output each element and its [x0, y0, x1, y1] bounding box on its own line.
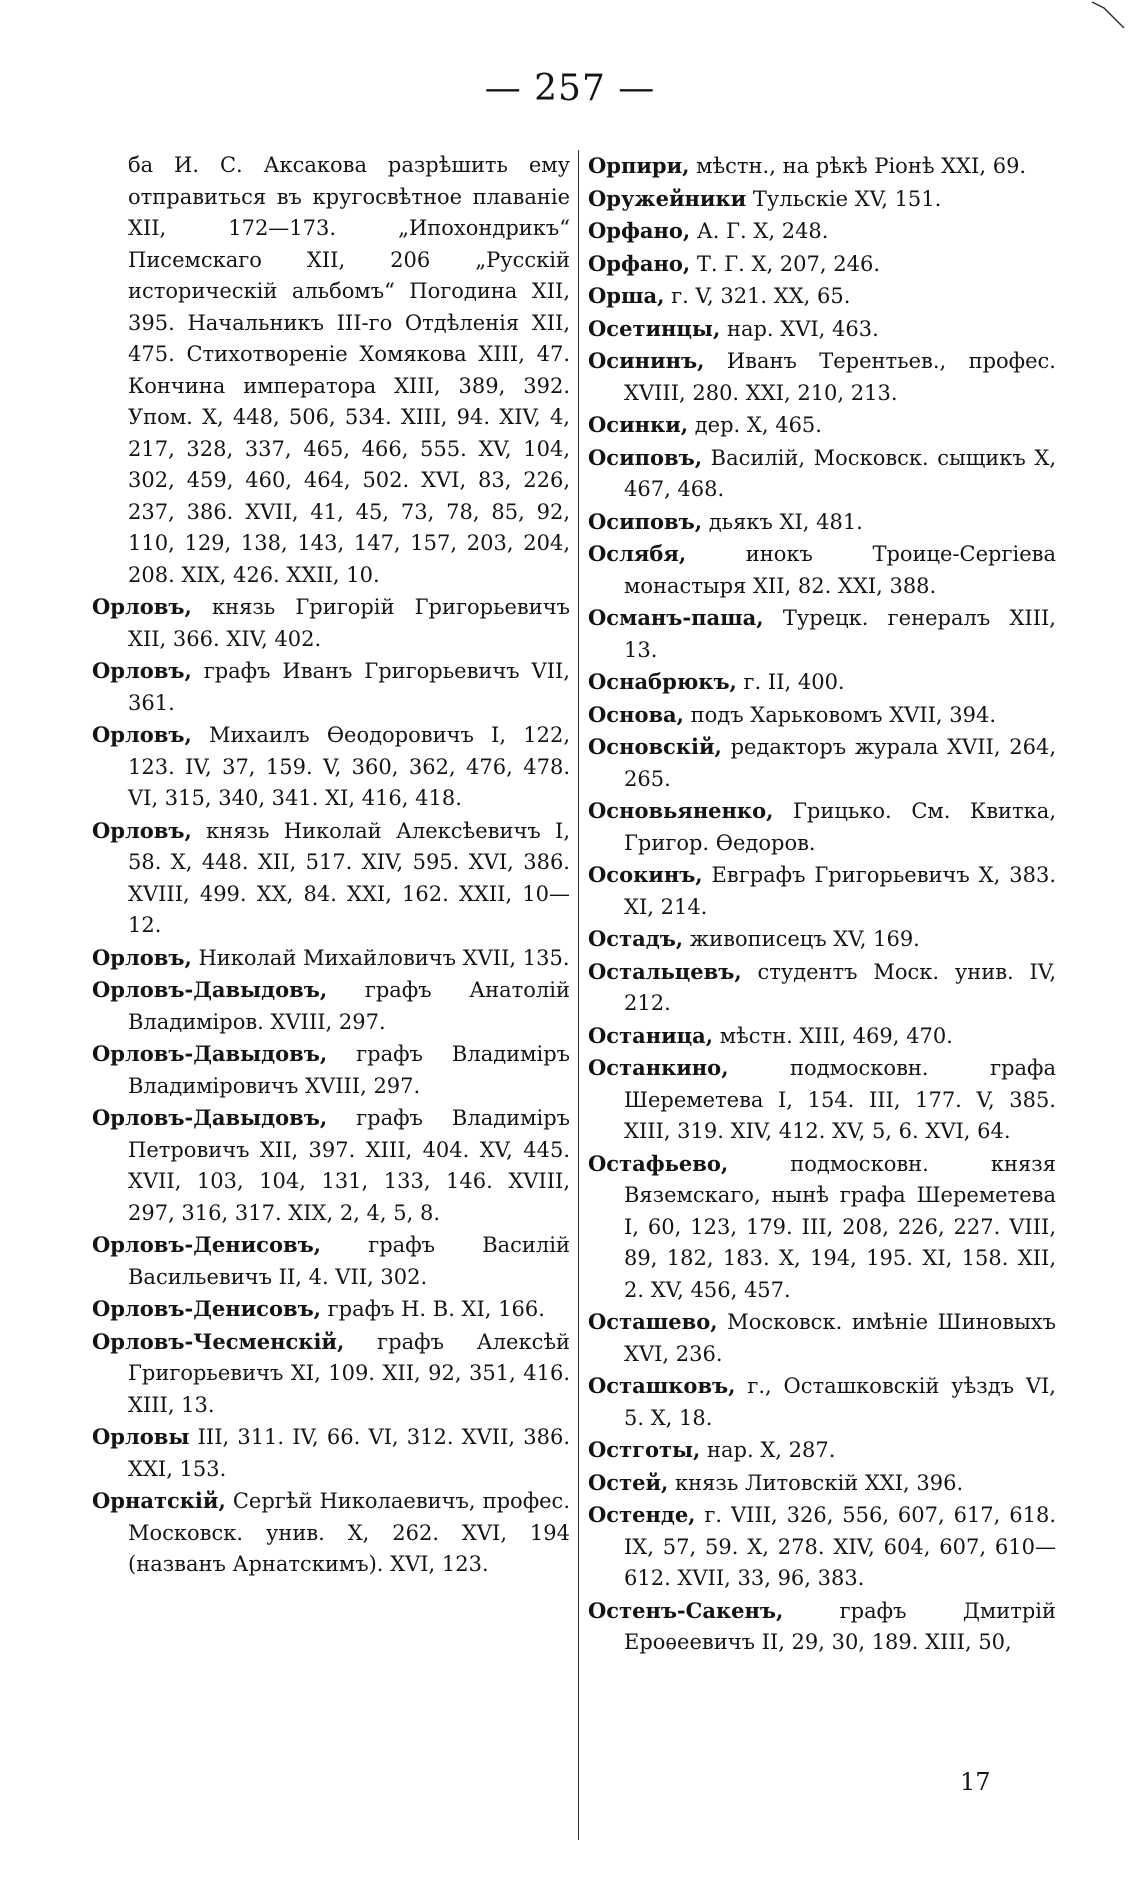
entry-text: графъ Василій Васильевичъ II, 4. VII, 302.: [128, 1233, 570, 1289]
entry-heading: Орловъ-Денисовъ,: [92, 1296, 321, 1321]
index-entry: [92, 1293, 570, 1326]
index-entry: [588, 1020, 1056, 1053]
entry-heading: Осинки,: [588, 412, 689, 437]
corner-scan-mark: [1090, 0, 1126, 30]
entry-heading: Орловъ,: [92, 658, 192, 683]
entry-text: мѣстн. XIII, 469, 470.: [713, 1023, 953, 1048]
column-divider: [578, 150, 579, 1840]
entry-heading: Основьяненко,: [588, 798, 774, 823]
entry-heading: Основскій,: [588, 734, 722, 759]
entry-text: г. V, 321. XX, 65.: [664, 284, 851, 308]
index-entry: [92, 1102, 570, 1229]
entry-heading: Остадъ,: [588, 926, 684, 951]
entry-heading: Остенъ-Сакенъ,: [588, 1597, 784, 1623]
entry-heading: Ослябя,: [588, 541, 687, 566]
entry-heading: Остафьево,: [588, 1150, 729, 1176]
entry-heading: Остей,: [588, 1469, 669, 1495]
entry-text: графъ Владиміръ Петровичъ XII, 397. XIII, 404. XV, 445. XVII, 103, 104, 131, 133, 146. XVIII, 297, 316, 317. XIX, 2, 4, 5, 8.: [128, 1106, 570, 1225]
entry-heading: Осиповъ,: [588, 508, 703, 534]
index-entry: [92, 591, 570, 655]
index-entry: [588, 859, 1056, 923]
index-entry: [588, 409, 1056, 442]
index-entry: [588, 956, 1056, 1020]
entry-heading: Орловы: [92, 1424, 190, 1449]
entry-heading: Основа,: [588, 701, 684, 727]
entry-text: Сергѣй Николаевичъ, профес. Московск. унив. X, 262. XVI, 194 (названъ Арнатскимъ). XVI, 123.: [128, 1489, 570, 1576]
entry-heading: Орловъ-Давыдовъ,: [92, 1105, 328, 1130]
entry-text: подъ Харьковомъ XVII, 394.: [683, 702, 997, 727]
entry-heading: Осининъ,: [588, 348, 705, 373]
index-entry: [92, 974, 570, 1038]
index-entry: [92, 815, 570, 942]
entry-text: Тульскіе XV, 151.: [746, 186, 942, 211]
entry-heading: Орловъ-Давыдовъ,: [92, 977, 328, 1002]
entry-heading: Орловъ-Чесменскій,: [92, 1328, 345, 1354]
index-entry: [588, 795, 1056, 859]
index-entry: [588, 183, 1056, 216]
index-entry: [588, 666, 1056, 699]
entry-heading: Остенде,: [588, 1502, 696, 1527]
index-entry: [92, 719, 570, 815]
index-entry: [588, 538, 1056, 602]
entry-heading: Остальцевъ,: [588, 958, 742, 984]
entry-text: Турецк. генералъ XIII, 13.: [624, 606, 1056, 662]
entry-heading: Орловъ,: [92, 817, 192, 843]
index-entry: [588, 506, 1056, 539]
index-entry: [588, 923, 1056, 956]
entry-heading: Османъ-паша,: [588, 605, 764, 630]
index-entry: [588, 1306, 1056, 1370]
entry-heading: Осиповъ,: [588, 444, 703, 470]
index-entry: [92, 150, 570, 591]
entry-heading: Орловъ-Денисовъ,: [92, 1232, 321, 1257]
entry-heading: Останица,: [588, 1022, 714, 1048]
entry-text: г. VIII, 326, 556, 607, 617, 618. IX, 57, 59. X, 278. XIV, 604, 607, 610—612. XVII, 33, 96, 383.: [624, 1503, 1056, 1590]
entry-heading: Осташево,: [588, 1309, 718, 1334]
entry-text: дьякъ XI, 481.: [702, 509, 863, 534]
index-entry: [588, 731, 1056, 795]
index-entry: [588, 699, 1056, 732]
entry-text: графъ Дмитрій Ероѳеевичъ II, 29, 30, 189. XIII, 50,: [624, 1598, 1056, 1654]
entry-text: III, 311. IV, 66. VI, 312. XVII, 386. XXI, 153.: [128, 1425, 570, 1481]
entry-text: Московск. имѣніе Шиновыхъ XVI, 236.: [624, 1310, 1056, 1366]
entry-text: Василій, Московск. сыщикъ X, 467, 468.: [624, 445, 1056, 501]
index-entry: [588, 215, 1056, 248]
entry-heading: Орфано,: [588, 250, 691, 276]
right-column: [588, 150, 1056, 1810]
entry-text: князь Литовскій XXI, 396.: [668, 1470, 964, 1495]
entry-text: живописецъ XV, 169.: [683, 927, 920, 951]
index-entry: [588, 1467, 1056, 1500]
entry-heading: Осетинцы,: [588, 315, 721, 341]
index-entry: [588, 345, 1056, 409]
entry-text: Михаилъ Ѳеодоровичъ I, 122, 123. IV, 37, 159. V, 360, 362, 476, 478. VI, 315, 340, 341. XI, 416, 418.: [128, 723, 570, 810]
entry-text: графъ Н. В. XI, 166.: [321, 1297, 545, 1321]
index-entry: [588, 1052, 1056, 1148]
entry-text: подмосковн. графа Шереметева I, 154. III, 177. V, 385. XIII, 319. XIV, 412. XV, 5, 6. XVI, 64.: [624, 1056, 1056, 1143]
entry-heading: Остготы,: [588, 1437, 701, 1462]
entry-text: Грицько. См. Квитка, Григор. Ѳедоров.: [624, 799, 1056, 855]
entry-text: графъ Анатолій Владиміров. XVIII, 297.: [128, 978, 570, 1034]
entry-heading: Осташковъ,: [588, 1373, 736, 1398]
index-entry: [588, 248, 1056, 281]
entry-text: г. II, 400.: [736, 670, 845, 694]
entry-text: князь Николай Алексѣевичъ I, 58. X, 448. XII, 517. XIV, 595. XVI, 386. XVIII, 499. XX, 84. XXI, 162. XXII, 10—12.: [128, 818, 570, 937]
index-entry: [588, 150, 1056, 183]
entry-text: А. Г. X, 248.: [690, 219, 829, 243]
index-entry: [588, 1499, 1056, 1595]
entry-heading: Оружейники: [588, 185, 747, 211]
index-entry: [92, 655, 570, 719]
index-entry: [588, 313, 1056, 346]
left-column: [92, 150, 570, 1810]
entry-heading: Орловъ,: [92, 722, 192, 747]
entry-text: графъ Иванъ Григорьевичъ VII, 361.: [128, 659, 570, 715]
entry-text: князь Григорій Григорьевичъ XII, 366. XIV, 402.: [128, 595, 570, 651]
entry-text: мѣстн., на рѣкѣ Ріонѣ XXI, 69.: [689, 154, 1027, 178]
index-entry: [588, 1370, 1056, 1434]
entry-text: ба И. С. Аксакова разрѣшить ему отправиться въ кругосвѣтное плаваніе XII, 172—173. „Ипохондрикъ“ Писемскаго XII, 206 „Русскій историческій альбомъ“ Погодина XII, 395. Начальникъ III-го Отдѣленія XII, 475. Стихотвореніе Хомякова XIII, 47. Кончина императора XIII, 389, 392. Упом. X, 448, 506, 534. XIII, 94. XIV, 4, 217, 328, 337, 465, 466, 555. XV, 104, 302, 459, 460, 464, 502. XVI, 83, 226, 237, 386. XVII, 41, 45, 73, 78, 85, 92, 110, 129, 138, 143, 147, 157, 203, 204, 208. XIX, 426. XXII, 10.: [128, 153, 570, 587]
index-entry: [92, 1229, 570, 1293]
index-entry: [588, 280, 1056, 313]
index-entry: [92, 1038, 570, 1102]
index-entry: [588, 1595, 1056, 1659]
entry-heading: Орша,: [588, 283, 665, 308]
entry-text: студентъ Моск. унив. IV, 212.: [624, 959, 1056, 1015]
index-entry: [588, 602, 1056, 666]
entry-heading: Останкино,: [588, 1055, 729, 1080]
entry-text: редакторъ журала XVII, 264, 265.: [624, 735, 1056, 791]
entry-text: Николай Михайловичъ XVII, 135.: [191, 945, 570, 970]
entry-text: г., Осташковскій уѣздъ VI, 5. X, 18.: [624, 1374, 1056, 1430]
entry-heading: Орловъ-Давыдовъ,: [92, 1041, 328, 1066]
index-entry: [588, 1434, 1056, 1467]
entry-text: Т. Г. X, 207, 246.: [690, 251, 880, 276]
entry-heading: Орфано,: [588, 218, 691, 243]
entry-text: подмосковн. князя Вяземскаго, нынѣ графа Шереметева I, 60, 123, 179. III, 208, 226, 227. VIII, 89, 182, 183. X, 194, 195. XI, 158. XII, 2. XV, 456, 457.: [624, 1151, 1056, 1302]
entry-text: нар. XVI, 463.: [720, 316, 879, 341]
entry-text: Евграфъ Григорьевичъ X, 383. XI, 214.: [624, 863, 1056, 919]
index-entry: [92, 1421, 570, 1485]
index-entry: [92, 1485, 570, 1581]
index-entry: [588, 442, 1056, 506]
entry-heading: Оснабрюкъ,: [588, 669, 737, 694]
entry-heading: Осокинъ,: [588, 862, 703, 887]
entry-text: графъ Алексѣй Григорьевичъ XI, 109. XII, 92, 351, 416. XIII, 13.: [128, 1329, 570, 1417]
signature-mark: 17: [960, 1768, 991, 1796]
index-entry: [588, 1148, 1056, 1307]
entry-heading: Орнатскій,: [92, 1488, 226, 1513]
entry-text: нар. X, 287.: [700, 1438, 836, 1462]
entry-text: графъ Владиміръ Владиміровичъ XVIII, 297.: [128, 1042, 570, 1098]
entry-text: Иванъ Терентьев., профес. XVIII, 280. XXI, 210, 213.: [624, 349, 1056, 405]
entry-heading: Орловъ,: [92, 944, 192, 970]
page-number: — 257 —: [484, 68, 656, 109]
index-entry: [92, 942, 570, 975]
entry-text: инокъ Троице-Сергіева монастыря XII, 82. XXI, 388.: [624, 542, 1056, 598]
index-entry: [92, 1326, 570, 1422]
entry-heading: Орпири,: [588, 153, 690, 178]
entry-heading: Орловъ,: [92, 594, 192, 619]
entry-text: дер. X, 465.: [688, 413, 822, 437]
